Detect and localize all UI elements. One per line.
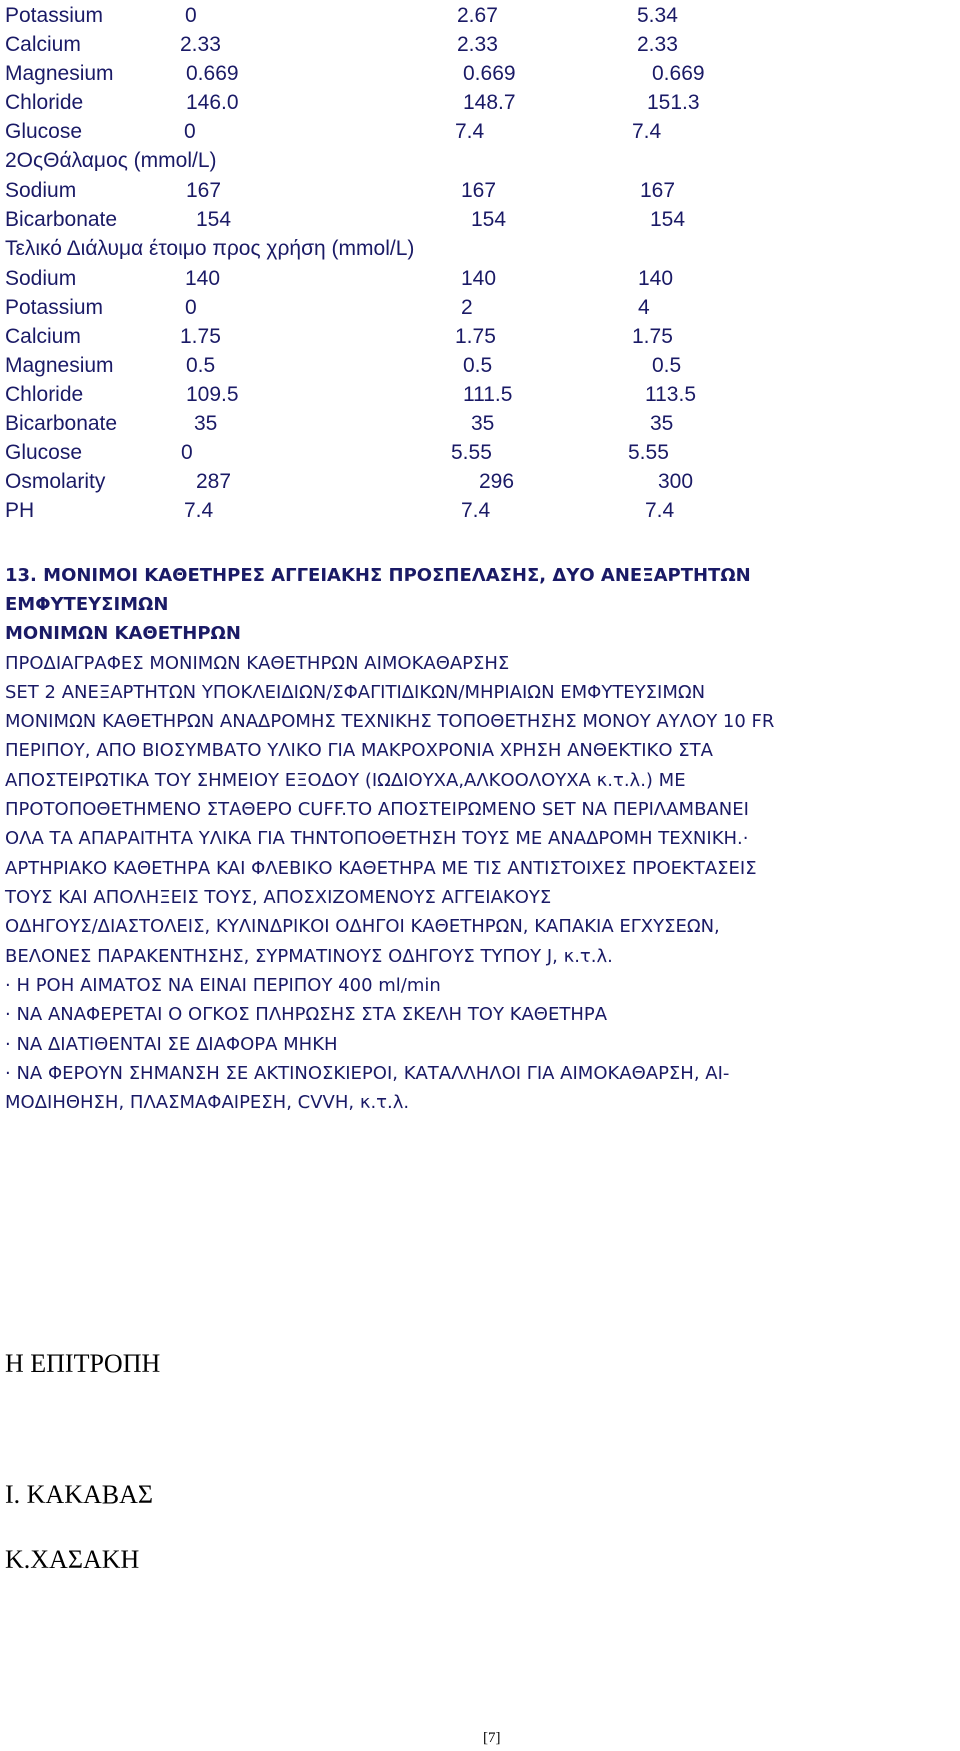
spec-line: · Η ΡΟΗ ΑΙΜΑΤΟΣ ΝΑ ΕΙΝΑΙ ΠΕΡΙΠΟΥ 400 ml/min (5, 975, 441, 996)
row-value-2: 0.5 (463, 354, 493, 377)
spec-line: ΟΔΗΓΟΥΣ/ΔΙΑΣΤΟΛΕΙΣ, ΚΥΛΙΝΔΡΙΚΟΙ ΟΔΗΓΟΙ ΚΑΘΕΤΗΡΩΝ, ΚΑΠΑΚΙΑ ΕΓΧΥΣΕΩΝ, (5, 916, 720, 937)
row-value-1: 0.669 (186, 62, 239, 85)
row-name: Magnesium (5, 354, 114, 377)
row-value-3: 1.75 (632, 325, 673, 348)
committee-member: Κ.ΧΑΣΑΚΗ (5, 1545, 140, 1574)
row-value-1: 154 (196, 208, 232, 231)
row-value-3: 5.55 (628, 441, 669, 464)
row-value-3: 0.5 (652, 354, 682, 377)
row-value-3: 154 (650, 208, 686, 231)
row-value-3: 7.4 (645, 499, 675, 522)
spec-line: ΜΟΝΙΜΩΝ ΚΑΘΕΤΗΡΩΝ ΑΝΑΔΡΟΜΗΣ ΤΕΧΝΙΚΗΣ ΤΟΠΟΘΕΤΗΣΗΣ ΜΟΝΟΥ ΑΥΛΟΥ 10 FR (5, 711, 775, 732)
row-value-1: 2.33 (180, 33, 221, 56)
row-value-3: 4 (638, 296, 650, 319)
row-name: Calcium (5, 33, 81, 56)
row-value-3: 35 (650, 412, 674, 435)
row-value-3: 113.5 (645, 383, 696, 406)
spec-line: ΜΟΔΙΗΘΗΣΗ, ΠΛΑΣΜΑΦΑΙΡΕΣΗ, CVVH, κ.τ.λ. (5, 1092, 410, 1113)
row-value-1: 146.0 (186, 91, 239, 114)
row-value-2: 2.33 (457, 33, 498, 56)
spec-line: ΒΕΛΟΝΕΣ ΠΑΡΑΚΕΝΤΗΣΗΣ, ΣΥΡΜΑΤΙΝΟΥΣ ΟΔΗΓΟΥΣ ΤΥΠΟΥ J, κ.τ.λ. (5, 946, 613, 967)
row-value-2: 2.67 (457, 4, 498, 27)
spec-line: ΠΡΟΔΙΑΓΡΑΦΕΣ ΜΟΝΙΜΩΝ ΚΑΘΕΤΗΡΩΝ ΑΙΜΟΚΑΘΑΡΣΗΣ (5, 653, 510, 674)
row-value-2: 140 (461, 267, 497, 290)
row-value-1: 0 (181, 441, 193, 464)
row-name: Glucose (5, 441, 83, 464)
spec-line: · ΝΑ ΦΕΡΟΥΝ ΣΗΜΑΝΣΗ ΣΕ ΑΚΤΙΝΟΣΚΙΕΡΟΙ, ΚΑΤΑΛΛΗΛΟΙ ΓΙΑ ΑΙΜΟΚΑΘΑΡΣΗ, ΑΙ- (5, 1063, 730, 1084)
row-value-3: 300 (658, 470, 694, 493)
row-value-1: 0 (185, 296, 197, 319)
row-value-1: 0 (184, 120, 196, 143)
row-value-3: 7.4 (632, 120, 662, 143)
spec-line: ΤΟΥΣ ΚΑΙ ΑΠΟΛΗΞΕΙΣ ΤΟΥΣ, ΑΠΟΣΧΙΖΟΜΕΝΟΥΣ ΑΓΓΕΙΑΚΟΥΣ (5, 887, 552, 908)
row-name: PH (5, 499, 35, 522)
spec-line: SET 2 ΑΝΕΞΑΡΤΗΤΩΝ ΥΠΟΚΛΕΙΔΙΩΝ/ΣΦΑΓΙΤΙΔΙΚΩΝ/ΜΗΡΙΑΙΩΝ ΕΜΦΥΤΕΥΣΙΜΩΝ (5, 682, 706, 703)
row-value-1: 7.4 (184, 499, 214, 522)
row-value-2: 5.55 (451, 441, 492, 464)
page-number: [7] (483, 1730, 501, 1746)
committee-title: Η ΕΠΙΤΡΟΠΗ (5, 1349, 161, 1378)
spec-line: · ΝΑ ΔΙΑΤΙΘΕΝΤΑΙ ΣΕ ΔΙΑΦΟΡΑ ΜΗΚΗ (5, 1034, 338, 1055)
row-value-2: 7.4 (455, 120, 485, 143)
row-name: Bicarbonate (5, 208, 118, 231)
row-value-3: 167 (640, 179, 676, 202)
row-value-2: 111.5 (463, 383, 513, 406)
committee-member: Ι. ΚΑΚΑΒΑΣ (5, 1480, 154, 1509)
row-value-2: 296 (479, 470, 515, 493)
row-value-3: 140 (638, 267, 674, 290)
spec-line: ΠΕΡΙΠΟΥ, ΑΠΟ ΒΙΟΣΥΜΒΑΤΟ ΥΛΙΚΟ ΓΙΑ ΜΑΚΡΟΧΡΟΝΙΑ ΧΡΗΣΗ ΑΝΘΕΚΤΙΚΟ ΣΤΑ (5, 740, 713, 761)
row-name: Potassium (5, 296, 104, 319)
spec-line: ΠΡΟΤΟΠΟΘΕΤΗΜΕΝΟ ΣΤΑΘΕΡΟ CUFF.ΤΟ ΑΠΟΣΤΕΙΡΩΜΕΝΟ SET ΝΑ ΠΕΡΙΛΑΜΒΑΝΕΙ (5, 799, 749, 820)
row-name: Chloride (5, 383, 84, 406)
row-name: Sodium (5, 267, 77, 290)
row-value-1: 0 (185, 4, 197, 27)
row-value-2: 154 (471, 208, 507, 231)
row-value-3: 0.669 (652, 62, 705, 85)
row-name: Bicarbonate (5, 412, 118, 435)
row-value-1: 140 (185, 267, 221, 290)
row-value-1: 287 (196, 470, 232, 493)
spec-line: ΑΠΟΣΤΕΙΡΩΤΙΚΑ ΤΟΥ ΣΗΜΕΙΟΥ ΕΞΟΔΟΥ (ΙΩΔΙΟΥΧΑ,ΑΛΚΟΟΛΟΥΧΑ κ.τ.λ.) ΜΕ (5, 770, 686, 791)
row-value-3: 2.33 (637, 33, 678, 56)
row-value-3: 151.3 (647, 91, 700, 114)
section-title-final-solution: Τελικό Διάλυμα έτοιμο προς χρήση (mmol/L) (5, 237, 415, 260)
row-value-1: 167 (186, 179, 222, 202)
row-name: Sodium (5, 179, 77, 202)
row-value-1: 35 (194, 412, 218, 435)
item13-title-line2: ΕΜΦΥΤΕΥΣΙΜΩΝ (5, 594, 169, 615)
row-value-1: 0.5 (186, 354, 216, 377)
row-value-2: 1.75 (455, 325, 496, 348)
row-name: Glucose (5, 120, 83, 143)
spec-line: · ΝΑ ΑΝΑΦΕΡΕΤΑΙ Ο ΟΓΚΟΣ ΠΛΗΡΩΣΗΣ ΣΤΑ ΣΚΕΛΗ ΤΟΥ ΚΑΘΕΤΗΡΑ (5, 1004, 608, 1025)
row-value-2: 2 (461, 296, 473, 319)
item13-title-line3: ΜΟΝΙΜΩΝ ΚΑΘΕΤΗΡΩΝ (5, 623, 241, 644)
row-value-2: 7.4 (461, 499, 491, 522)
spec-line: ΑΡΤΗΡΙΑΚΟ ΚΑΘΕΤΗΡΑ ΚΑΙ ΦΛΕΒΙΚΟ ΚΑΘΕΤΗΡΑ ΜΕ ΤΙΣ ΑΝΤΙΣΤΟΙΧΕΣ ΠΡΟΕΚΤΑΣΕΙΣ (5, 858, 757, 879)
row-name: Magnesium (5, 62, 114, 85)
row-value-1: 1.75 (180, 325, 221, 348)
spec-line: ΟΛΑ ΤΑ ΑΠΑΡΑΙΤΗΤΑ ΥΛΙΚΑ ΓΙΑ ΤΗΝΤΟΠΟΘΕΤΗΣΗ ΤΟΥΣ ΜΕ ΑΝΑΔΡΟΜΗ ΤΕΧΝΙΚΗ.· (5, 828, 749, 849)
row-value-2: 167 (461, 179, 497, 202)
row-name: Chloride (5, 91, 84, 114)
row-value-2: 0.669 (463, 62, 516, 85)
row-name: Potassium (5, 4, 104, 27)
item13-title-line1: 13. ΜΟΝΙΜΟΙ ΚΑΘΕΤΗΡΕΣ ΑΓΓΕΙΑΚΗΣ ΠΡΟΣΠΕΛΑΣΗΣ, ΔΥΟ ΑΝΕΞΑΡΤΗΤΩΝ (5, 565, 751, 586)
row-value-2: 148.7 (463, 91, 516, 114)
row-name: Calcium (5, 325, 81, 348)
section-title-chamber2: 2ΟςΘάλαμος (mmol/L) (5, 149, 217, 172)
row-value-2: 35 (471, 412, 495, 435)
row-name: Osmolarity (5, 470, 106, 493)
row-value-3: 5.34 (637, 4, 678, 27)
row-value-1: 109.5 (186, 383, 239, 406)
